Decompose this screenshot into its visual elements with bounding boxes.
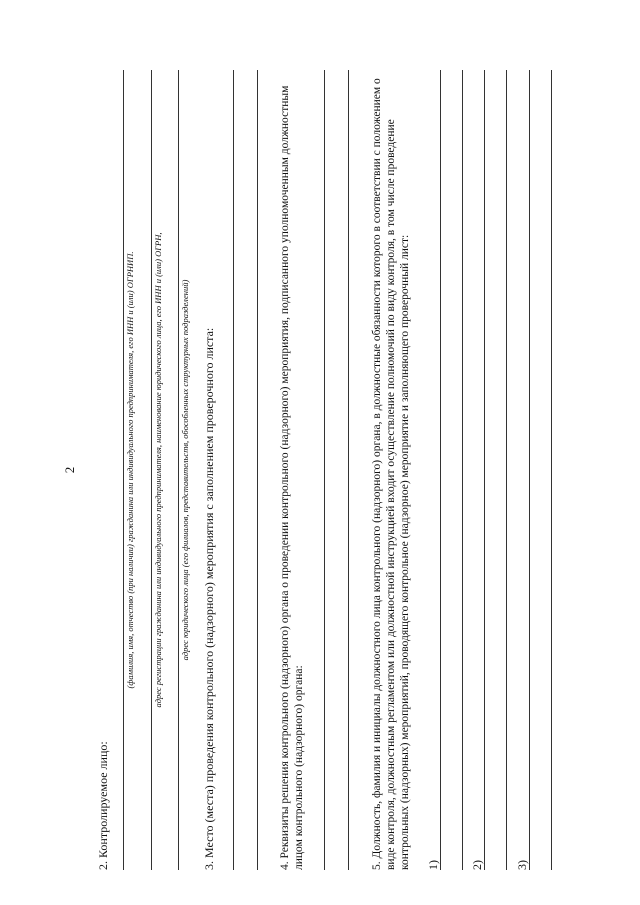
section-5-heading: 5. Должность, фамилия и инициалы должностного лица контрольного (надзорного) органа, в должностные обязанности которого в соответствии с положением о виде контроля, должностным регламентом или должностной инструкцией входит осуществление полномочий по виду контроля, в том числе проведение контрольных (надзорных) мероприятий, проводящего контрольное (надзорное) мероприятие и заполняющего проверочный лист: (371, 78, 411, 870)
fill-line (506, 70, 507, 870)
section-2-heading: 2. Контролируемое лицо: (96, 741, 110, 870)
section-4-heading: 4. Реквизиты решения контрольного (надзорного) органа о проведении контрольного (надзорного) мероприятия, подписанного уполномоченным должностным лицом контрольного (надзорного) органа: (279, 85, 305, 870)
fill-line (178, 70, 179, 870)
item-number: 1) (426, 860, 440, 870)
caption-legal-address: адрес юридического лица (его филиалов, представительств, обособленных структурных подразделений) (180, 279, 190, 661)
page-number: 2 (62, 466, 77, 474)
fill-line (551, 70, 552, 870)
caption-address: адрес регистрации гражданина или индивидуального предпринимателя, наименование юридического лица, его ИНН и (или) ОГРН, (153, 232, 163, 708)
item-number: 2) (470, 860, 484, 870)
fill-line (123, 70, 124, 870)
section-3-heading: 3. Место (места) проведения контрольного (надзорного) мероприятия с заполнением проверочного листа: (202, 327, 216, 870)
fill-line (233, 70, 234, 870)
fill-line (151, 70, 152, 870)
fill-line (324, 70, 325, 870)
fill-line (348, 70, 349, 870)
item-number: 3) (515, 860, 529, 870)
fill-line (440, 70, 441, 870)
fill-line (529, 70, 530, 870)
fill-line (484, 70, 485, 870)
fill-line (257, 70, 258, 870)
caption-name: (фамилия, имя, отчество (при наличии) гражданина или индивидуального предпринимателя, его ИНН и (или) ОГРНИП. (125, 251, 135, 689)
page-content (0, 70, 640, 870)
fill-line (462, 70, 463, 870)
